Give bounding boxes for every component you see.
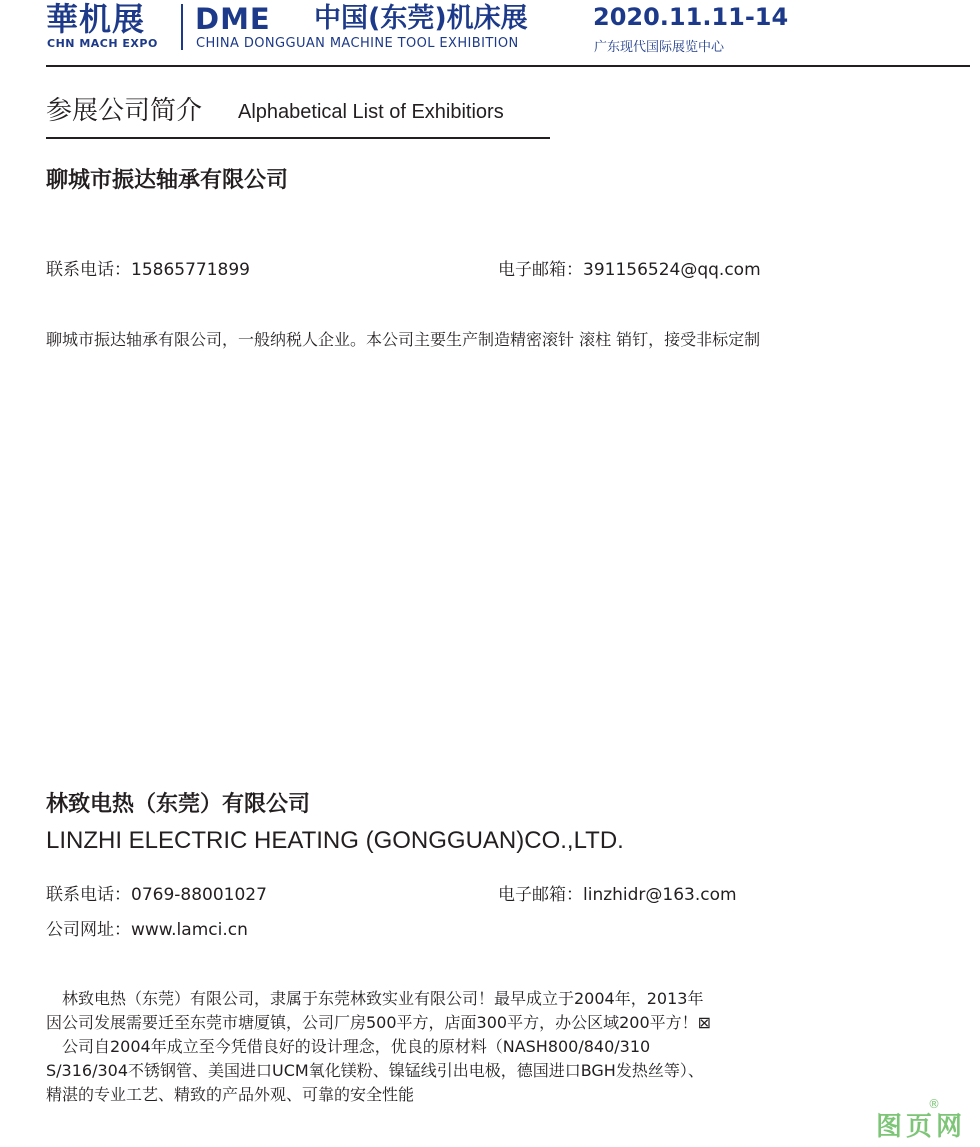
company-website: 公司网址：www.lamci.cn (46, 920, 248, 940)
dme-logo: DME (195, 2, 271, 36)
company-name: 林致电热（东莞）有限公司 (46, 792, 311, 817)
header-rule (46, 65, 970, 67)
company-phone: 联系电话：0769-88001027 (46, 885, 267, 905)
section-rule (46, 137, 550, 139)
company-description (46, 328, 926, 352)
company-email: 电子邮箱：linzhidr@163.com (498, 885, 737, 905)
section-title-en: Alphabetical List of Exhibitiors (238, 101, 504, 123)
expo-logo-en: CHN MACH EXPO (47, 37, 158, 50)
watermark-logo: 图页网 (875, 1112, 966, 1142)
description-line: 公司自2004年成立至今凭借良好的设计理念，优良的原材料（NASH800/840/310 (46, 1037, 651, 1056)
description-line: 林致电热（东莞）有限公司，隶属于东莞林致实业有限公司！最早成立于2004年，2013年 (46, 989, 704, 1008)
expo-logo-cn: 華机展 (46, 0, 146, 38)
section-title-cn: 参展公司简介 (46, 96, 203, 126)
exhibition-title-en: CHINA DONGGUAN MACHINE TOOL EXHIBITION (196, 36, 519, 51)
description-line: 聊城市振达轴承有限公司，一般纳税人企业。本公司主要生产制造精密滚针 滚柱 销钉，接受非标定制 (46, 330, 761, 349)
company-email: 电子邮箱：391156524@qq.com (498, 260, 761, 280)
description-line: S/316/304不锈钢管、美国进口UCM氧化镁粉、镍锰线引出电极，德国进口BGH发热丝等）、 (46, 1061, 704, 1080)
description-line: 精湛的专业工艺、精致的产品外观、可靠的安全性能 (46, 1085, 415, 1104)
exhibition-date: 2020.11.11-14 (593, 3, 789, 31)
exhibition-venue: 广东现代国际展览中心 (594, 40, 725, 55)
exhibition-title-cn: 中国(东莞)机床展 (314, 3, 528, 34)
description-line: 因公司发展需要迁至东莞市塘厦镇，公司厂房500平方，店面300平方，办公区域200平方！⊠ (46, 1013, 712, 1032)
header-separator (181, 4, 183, 50)
watermark-registered-mark: ® (928, 1097, 940, 1111)
company-phone: 联系电话：15865771899 (46, 260, 250, 280)
company-name-en: LINZHI ELECTRIC HEATING (GONGGUAN)CO.,LTD. (46, 827, 624, 854)
company-description (46, 987, 926, 1107)
company-name: 聊城市振达轴承有限公司 (46, 168, 289, 193)
